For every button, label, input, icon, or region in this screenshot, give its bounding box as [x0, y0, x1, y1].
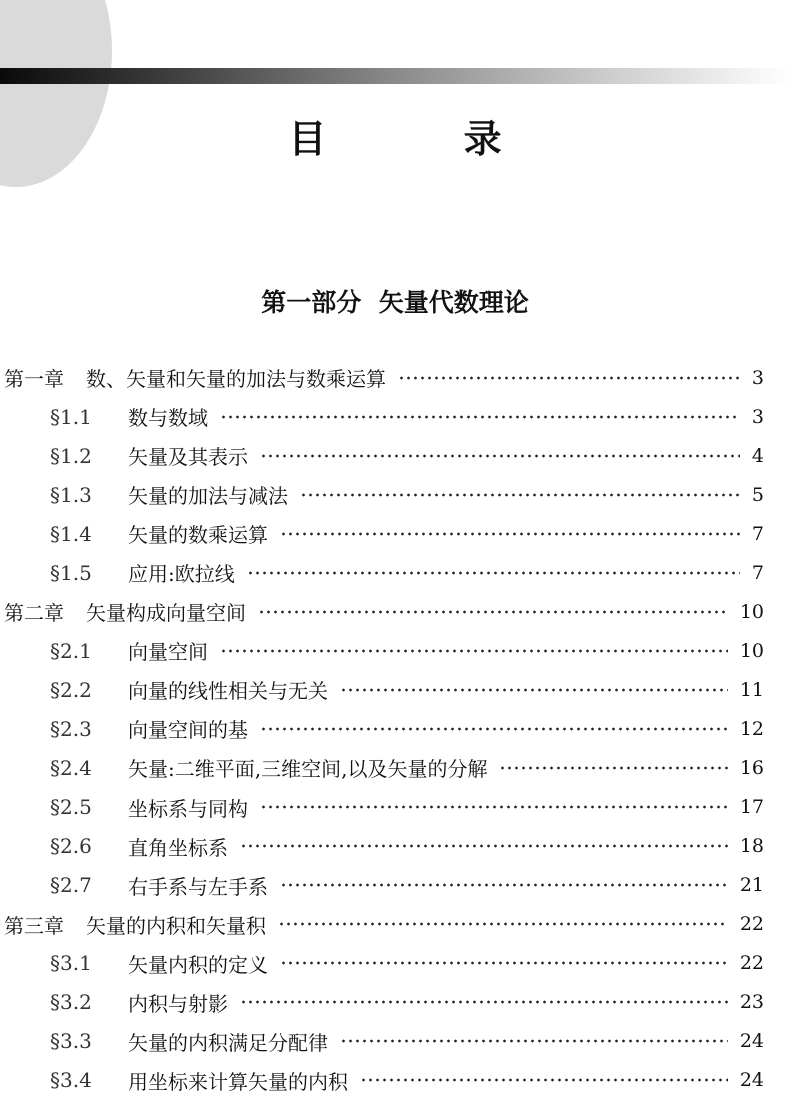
- section-number: §3.1: [50, 951, 92, 976]
- table-of-contents: [0, 358, 790, 1100]
- toc-section-entry[interactable]: [0, 709, 790, 748]
- page-number: 23: [739, 991, 764, 1014]
- section-title: 应用:欧拉线: [128, 562, 235, 587]
- section-title: 直角坐标系: [128, 835, 228, 860]
- dot-leader: [300, 485, 740, 505]
- toc-section-entry[interactable]: [0, 1022, 790, 1061]
- page-number: 3: [751, 405, 764, 428]
- toc-section-entry[interactable]: [0, 866, 790, 905]
- section-title: 数与数域: [128, 406, 208, 431]
- toc-section-entry[interactable]: [0, 475, 790, 514]
- page-number: 21: [739, 874, 764, 897]
- toc-section-entry[interactable]: [0, 748, 790, 787]
- page-number: 10: [739, 600, 764, 623]
- section-number: §2.5: [50, 795, 92, 820]
- dot-leader: [260, 797, 728, 817]
- dot-leader: [240, 992, 728, 1012]
- section-number: §2.1: [50, 638, 92, 663]
- section-number: §3.2: [50, 990, 92, 1015]
- page-title: 目 录: [288, 117, 564, 161]
- page-number: 18: [739, 835, 764, 858]
- dot-leader: [280, 953, 728, 973]
- dot-leader: [258, 602, 728, 622]
- toc-section-entry[interactable]: [0, 944, 790, 983]
- section-number: §1.4: [50, 521, 92, 546]
- dot-leader: [398, 368, 740, 388]
- dot-leader: [340, 1031, 728, 1051]
- section-title: 向量空间: [128, 640, 208, 665]
- toc-chapter-entry[interactable]: [0, 905, 790, 944]
- chapter-title: 矢量构成向量空间: [86, 601, 246, 626]
- decorative-gradient-bar: [0, 68, 790, 84]
- section-title: 矢量的内积满足分配律: [128, 1030, 328, 1055]
- dot-leader: [260, 719, 728, 739]
- section-title: 内积与射影: [128, 991, 228, 1016]
- toc-section-entry[interactable]: [0, 788, 790, 827]
- section-number: §3.4: [50, 1068, 92, 1093]
- chapter-number: 第三章: [4, 913, 64, 938]
- toc-section-entry[interactable]: [0, 1061, 790, 1100]
- section-title: 矢量内积的定义: [128, 952, 268, 977]
- toc-section-entry[interactable]: [0, 514, 790, 553]
- section-title: 坐标系与同构: [128, 796, 248, 821]
- toc-section-entry[interactable]: [0, 670, 790, 709]
- page-number: 4: [751, 444, 764, 467]
- dot-leader: [360, 1070, 728, 1090]
- chapter-title: 矢量的内积和矢量积: [86, 913, 266, 938]
- toc-chapter-entry[interactable]: [0, 358, 790, 397]
- section-title: 向量空间的基: [128, 718, 248, 743]
- chapter-number: 第一章: [4, 367, 64, 392]
- section-title: 矢量:二维平面,三维空间,以及矢量的分解: [128, 757, 488, 782]
- chapter-number: 第二章: [4, 601, 64, 626]
- section-number: §1.1: [50, 404, 92, 429]
- page-number: 10: [739, 639, 764, 662]
- section-title: 矢量及其表示: [128, 445, 248, 470]
- page-number: 24: [739, 1069, 764, 1092]
- dot-leader: [278, 914, 728, 934]
- part-title: 第一部分 矢量代数理论: [261, 288, 529, 317]
- dot-leader: [220, 407, 740, 427]
- section-number: §1.2: [50, 443, 92, 468]
- section-number: §2.4: [50, 755, 92, 780]
- dot-leader: [240, 836, 728, 856]
- dot-leader: [247, 563, 740, 583]
- toc-section-entry[interactable]: [0, 553, 790, 592]
- toc-section-entry[interactable]: [0, 631, 790, 670]
- page-number: 24: [739, 1030, 764, 1053]
- section-number: §2.2: [50, 677, 92, 702]
- toc-section-entry[interactable]: [0, 397, 790, 436]
- section-number: §2.6: [50, 834, 92, 859]
- page-number: 7: [751, 561, 764, 584]
- page-number: 5: [751, 483, 764, 506]
- section-title: 右手系与左手系: [128, 874, 268, 899]
- page-number: 22: [739, 913, 764, 936]
- section-number: §1.3: [50, 482, 92, 507]
- page-number: 17: [739, 796, 764, 819]
- section-number: §2.7: [50, 873, 92, 898]
- toc-chapter-entry[interactable]: [0, 592, 790, 631]
- section-number: §3.3: [50, 1029, 92, 1054]
- toc-section-entry[interactable]: [0, 436, 790, 475]
- dot-leader: [280, 524, 740, 544]
- section-number: §1.5: [50, 560, 92, 585]
- toc-section-entry[interactable]: [0, 827, 790, 866]
- toc-section-entry[interactable]: [0, 983, 790, 1022]
- dot-leader: [499, 758, 727, 778]
- section-title: 矢量的加法与减法: [128, 484, 288, 509]
- page-number: 3: [751, 366, 764, 389]
- dot-leader: [220, 641, 728, 661]
- page-number: 16: [739, 756, 764, 779]
- dot-leader: [260, 446, 740, 466]
- dot-leader: [280, 875, 728, 895]
- page-number: 7: [751, 522, 764, 545]
- section-title: 向量的线性相关与无关: [128, 679, 328, 704]
- dot-leader: [340, 680, 728, 700]
- section-title: 矢量的数乘运算: [128, 523, 268, 548]
- page-number: 12: [739, 717, 764, 740]
- section-number: §2.3: [50, 716, 92, 741]
- chapter-title: 数、矢量和矢量的加法与数乘运算: [86, 367, 386, 392]
- section-title: 用坐标来计算矢量的内积: [128, 1069, 348, 1094]
- page-number: 11: [739, 678, 764, 701]
- page-number: 22: [739, 952, 764, 975]
